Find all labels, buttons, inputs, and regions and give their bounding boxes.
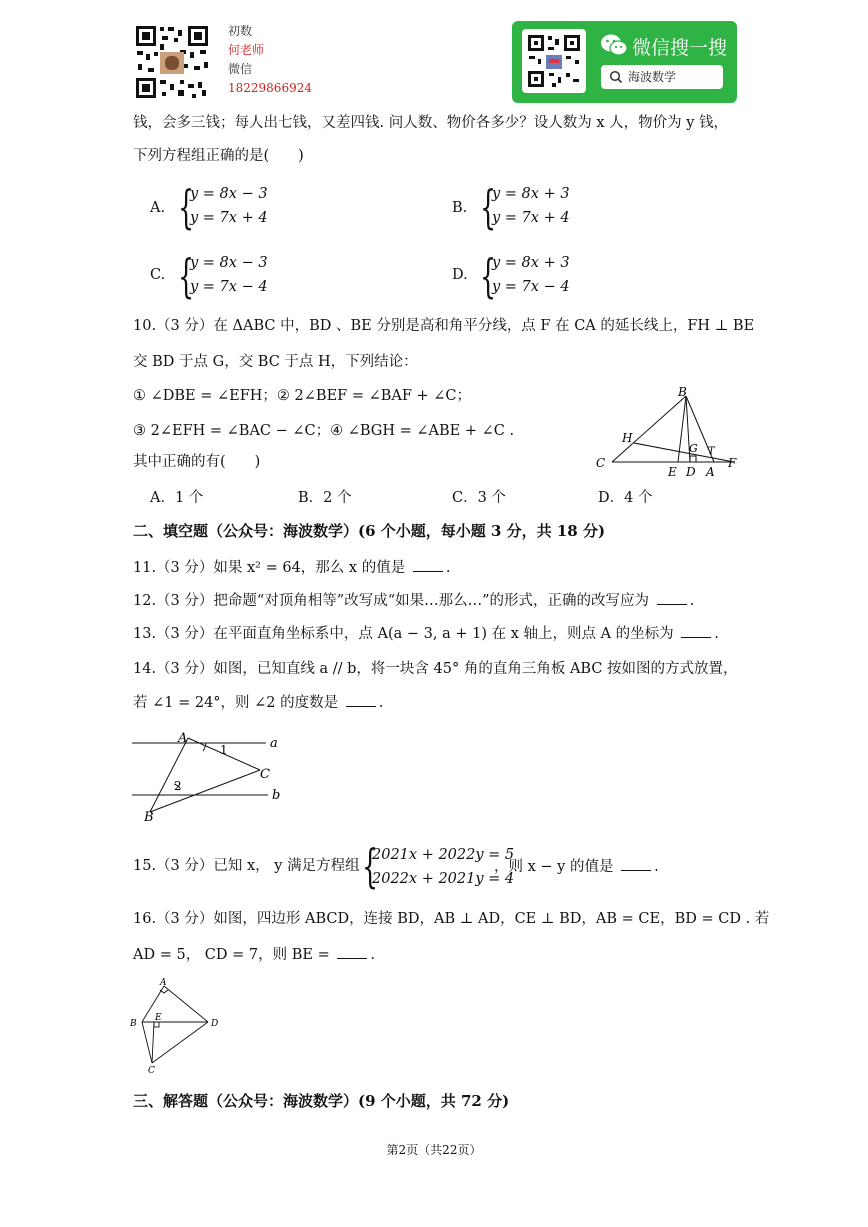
option-label: B. (452, 200, 468, 216)
contact-line-4: 18229866924 (228, 81, 312, 95)
qr-code-left (134, 24, 210, 100)
label-a-point: A (178, 731, 188, 746)
q9-line-1: 钱，会多三钱；每人出七钱，又差四钱. 问人数、物价各多少？设人数为 x 人，物价为 y 钱， (133, 115, 729, 131)
brace-icon: { (178, 180, 195, 234)
label-b-point: B (144, 810, 154, 823)
q15-equation-2: 2022x + 2021y = 4 (372, 871, 515, 887)
equation-1: y = 8x + 3 (492, 186, 570, 202)
q11-answer-blank[interactable] (413, 557, 443, 572)
wechat-title: 微信搜一搜 (632, 37, 728, 59)
option-label: A. (150, 200, 166, 216)
label-line-b: b (272, 788, 281, 803)
label-angle-2: 2 (174, 779, 182, 793)
page-footer: 第2页（共22页） (386, 1143, 482, 1157)
q15-end: . (654, 859, 659, 875)
q14-line-1: 14.（3 分）如图，已知直线 a // b，将一块含 45° 角的直角三角板 ABC 按如图的方式放置， (133, 661, 738, 677)
wechat-search-text: 海波数学 (628, 70, 677, 84)
equation-1: y = 8x − 3 (190, 255, 268, 271)
q13-end: . (714, 626, 719, 642)
q10-line-4: ③ 2∠EFH = ∠BAC − ∠C；④ ∠BGH = ∠ABE + ∠C . (133, 423, 515, 439)
q10-line-5: 其中正确的有( ) (133, 454, 261, 470)
q16-end: . (370, 947, 375, 963)
contact-line-1: 初数 (228, 24, 253, 38)
option-label: C. (150, 267, 166, 283)
q9-option-c[interactable] (150, 249, 310, 303)
q11 (133, 557, 450, 578)
q14-answer-blank[interactable] (346, 692, 376, 707)
brace-icon: { (362, 839, 379, 893)
q15-answer-blank[interactable] (621, 856, 651, 871)
q9-line-2: 下列方程组正确的是( ) (133, 148, 304, 164)
equation-1: y = 8x − 3 (190, 186, 268, 202)
qr-pattern-icon (134, 24, 210, 100)
label-line-a: a (270, 736, 278, 751)
q16-answer-blank[interactable] (337, 944, 367, 959)
q16-label-a: A (160, 978, 167, 988)
point-label-h: H (622, 431, 633, 445)
q11-text: 11.（3 分）如果 x² = 64，那么 x 的值是 (133, 560, 406, 576)
option-label: D. (452, 267, 468, 283)
q10-option-b[interactable]: B．2 个 (298, 490, 352, 506)
brace-icon: { (480, 249, 497, 303)
q15-text: 15.（3 分）已知 x， y 满足方程组 (133, 858, 360, 874)
contact-line-2: 何老师 (228, 43, 265, 57)
equation-2: y = 7x + 4 (492, 210, 570, 226)
q11-end: . (445, 560, 451, 576)
q10-line-2: 交 BD 于点 G，交 BC 于点 H，下列结论： (133, 354, 418, 370)
qr-pattern-icon (522, 29, 586, 93)
q16-label-b: B (130, 1019, 137, 1029)
wechat-search-banner[interactable] (512, 21, 737, 103)
label-angle-1: 1 (220, 743, 228, 757)
point-label-f: F (728, 456, 737, 470)
q9-option-d[interactable] (452, 249, 612, 303)
point-label-a: A (706, 465, 715, 479)
q12-text: 12.（3 分）把命题“对顶角相等”改写成“如果…那么…”的形式，正确的改写应为 (133, 593, 650, 609)
wechat-search-box[interactable] (601, 65, 723, 89)
brace-icon: { (178, 249, 195, 303)
q14-text: 若 ∠1 = 24°，则 ∠2 的度数是 (133, 695, 339, 711)
q14-end: . (378, 695, 384, 711)
q14-figure (128, 728, 298, 823)
wechat-logo-icon (600, 33, 628, 57)
q13 (133, 623, 719, 644)
q16-label-e: E (155, 1013, 162, 1023)
q10-option-c[interactable]: C．3 个 (452, 490, 506, 506)
equation-2: y = 7x − 4 (492, 279, 570, 295)
q10-option-d[interactable]: D．4 个 (598, 490, 653, 506)
point-label-d: D (686, 465, 696, 479)
label-c-point: C (260, 767, 270, 782)
q10-line-3: ① ∠DBE = ∠EFH；② 2∠BEF = ∠BAF + ∠C； (133, 388, 472, 404)
section-heading-fill-in: 二、填空题（公众号：海波数学）(6 个小题，每小题 3 分，共 18 分) (133, 522, 606, 540)
q15-suffix: ，则 x − y 的值是 (494, 859, 614, 875)
q16-text: AD = 5， CD = 7，则 BE = (133, 947, 330, 963)
search-icon (609, 70, 623, 84)
q16-figure (128, 976, 228, 1076)
equation-2: y = 7x − 4 (190, 279, 268, 295)
point-label-b: B (678, 385, 687, 399)
point-label-c: C (596, 456, 606, 470)
q14-line-2 (133, 692, 383, 713)
q12 (133, 590, 694, 611)
q16-label-d: D (211, 1019, 219, 1029)
q10-line-1: 10.（3 分）在 ΔABC 中，BD 、BE 分别是高和角平分线，点 F 在 CA 的延长线上，FH ⊥ BE (133, 318, 755, 334)
point-label-t: T (708, 446, 715, 457)
section-heading-solve: 三、解答题（公众号：海波数学）(9 个小题，共 72 分) (133, 1092, 510, 1110)
q15-equation-1: 2021x + 2022y = 5 (372, 847, 515, 863)
q10-figure (594, 384, 754, 479)
q13-answer-blank[interactable] (681, 623, 711, 638)
q10-option-a[interactable]: A．1 个 (150, 490, 204, 506)
brace-icon: { (480, 180, 497, 234)
q16-line-2 (133, 944, 375, 965)
q13-text: 13.（3 分）在平面直角坐标系中，点 A(a − 3, a + 1) 在 x 轴上，则点 A 的坐标为 (133, 626, 674, 642)
q16-line-1: 16.（3 分）如图，四边形 ABCD，连接 BD，AB ⊥ AD，CE ⊥ BD，AB = CE，BD = CD . 若 (133, 911, 770, 927)
q9-option-b[interactable] (452, 180, 612, 234)
q12-end: . (689, 593, 695, 609)
equation-1: y = 8x + 3 (492, 255, 570, 271)
q9-option-a[interactable] (150, 180, 310, 234)
qr-code-right (522, 29, 586, 93)
point-label-e: E (668, 465, 677, 479)
q16-label-c: C (148, 1066, 155, 1076)
q15-question (494, 856, 659, 877)
equation-2: y = 7x + 4 (190, 210, 268, 226)
contact-line-3: 微信 (228, 62, 253, 76)
q12-answer-blank[interactable] (657, 590, 687, 605)
point-label-g: G (689, 442, 698, 455)
